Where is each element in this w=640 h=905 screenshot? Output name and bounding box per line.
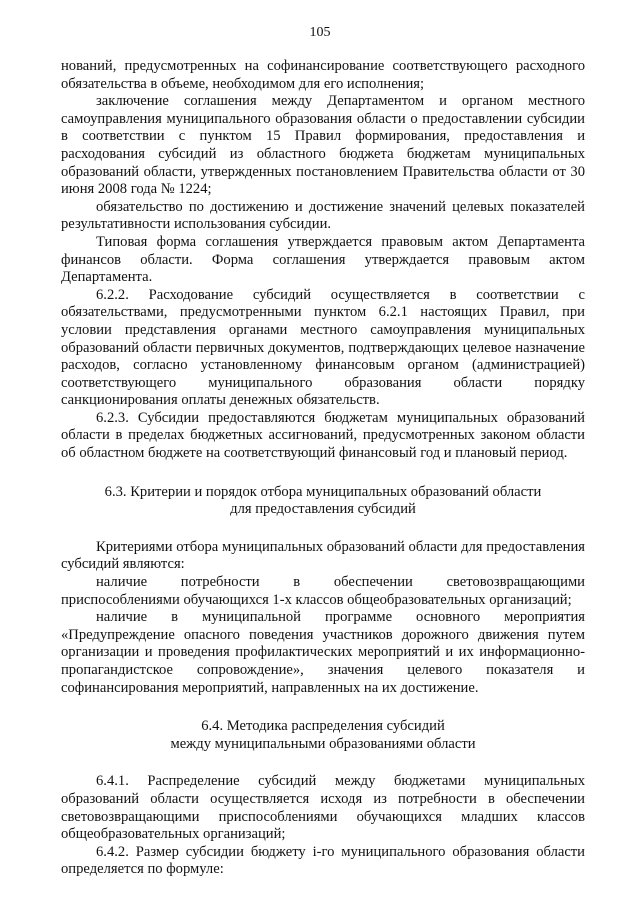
section-heading-6-4-line2: между муниципальными образованиями области [170,735,476,752]
document-body [61,58,585,879]
paragraph: 6.2.3. Субсидии предоставляются бюджетам муниципальных образований области в пределах бюджетных ассигнований, предусмотренных законом области об областном бюджете на соответствующий финансовый год и плановый период. [61,409,585,462]
paragraph: наличие в муниципальной программе основного мероприятия «Предупреждение опасного поведения участников дорожного движения путем организации и проведения профилактических мероприятий и их информационно-пропагандистское сопровождение», значения целевого показателя и софинансирования мероприятий, направленных на их достижение. [61,609,585,696]
paragraph: наличие потребности в обеспечении световозвращающими приспособлениями обучающихся 1-х классов общеобразовательных организаций; [61,574,585,608]
paragraph: нований, предусмотренных на софинансирование соответствующего расходного обязательства в объеме, необходимом для его исполнения; [61,58,585,92]
section-heading-6-3-line2: для предоставления субсидий [230,501,416,518]
section-heading-6-4-line1: 6.4. Методика распределения субсидий [201,718,445,735]
page-number: 105 [309,25,331,40]
paragraph: Критериями отбора муниципальных образований области для предоставления субсидий являются: [61,538,585,573]
paragraph: 6.2.2. Расходование субсидий осуществляется в соответствии с обязательствами, предусмотренными пунктом 6.2.1 настоящих Правил, при условии представления органами местного самоуправления муниципальных образований области первичных документов, подтверждающих целевое назначение расходов, согласно установленному финансовым органом (администрацией) соответствующего муниципального образования области порядку санкционирования оплаты денежных обязательств. [61,286,585,409]
paragraph: обязательство по достижению и достижение значений целевых показателей результативности использования субсидии. [61,198,585,233]
paragraph: заключение соглашения между Департаментом и органом местного самоуправления муниципального образования области о предоставлении субсидии в соответствии с пунктом 15 Правил формирования, предоставления и расходования субсидий из областного бюджета бюджетам муниципальных образований области, утвержденных постановлением Правительства области от 30 июня 2008 года № 1224; [61,93,585,198]
paragraph: 6.4.2. Размер субсидии бюджету i-го муниципального образования области определяется по формуле: [61,843,585,878]
paragraph: Типовая форма соглашения утверждается правовым актом Департамента финансов области. Форма соглашения утверждается правовым актом Департамента. [61,233,585,286]
section-heading-6-3-line1: 6.3. Критерии и порядок отбора муниципальных образований области [104,483,542,500]
paragraph: 6.4.1. Распределение субсидий между бюджетами муниципальных образований области осуществляется исходя из потребности в обеспечении световозвращающими приспособлениями обучающихся младших классов общеобразовательных организаций; [61,773,585,843]
